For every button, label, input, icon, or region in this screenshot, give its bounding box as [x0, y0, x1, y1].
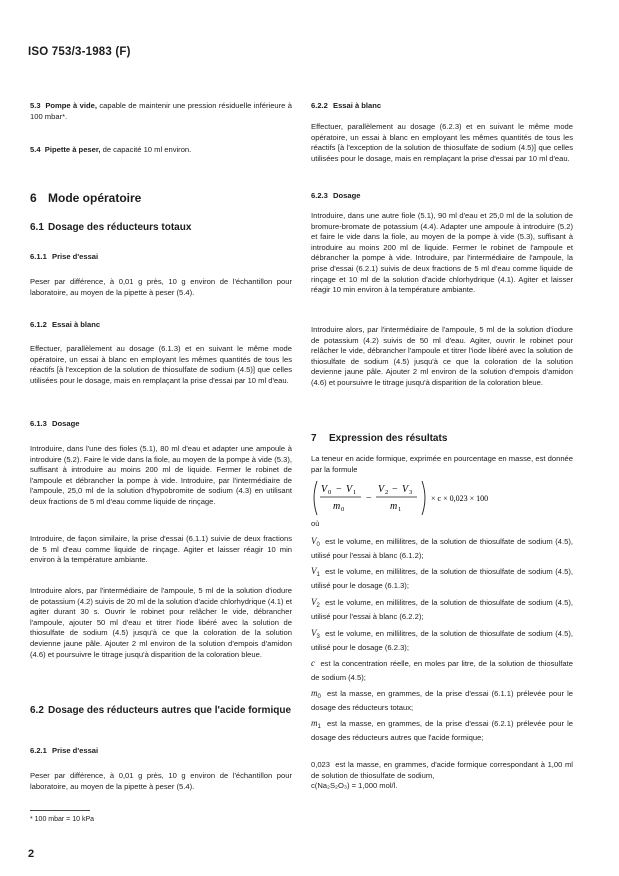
heading-title: Dosage des réducteurs autres que l'acide formique [48, 705, 292, 716]
definition-text: est le volume, en millilitres, de la solution de thiosulfate de sodium (4.5), utilisé pour le dosage (6.2.3); [311, 629, 573, 652]
heading-title: Essai à blanc [52, 320, 101, 329]
heading-6 [30, 191, 292, 206]
heading-title: Dosage des réducteurs totaux [48, 222, 192, 233]
definition-subscript: 2 [316, 603, 320, 609]
section-title: Pipette à peser, [44, 145, 101, 154]
section-text: de capacité 10 ml environ. [100, 145, 192, 154]
formula-v2: V [378, 484, 385, 495]
formula-v1-sub: 1 [353, 489, 357, 496]
heading-6-2-3 [311, 191, 573, 202]
definition-subscript: 1 [316, 572, 320, 578]
definition-constant [311, 760, 573, 792]
heading-number: 7 [311, 433, 317, 444]
heading-6-1-3 [30, 419, 292, 430]
document-header: ISO 753/3-1983 (F) [28, 46, 131, 58]
formula-v0-sub: 0 [328, 489, 332, 496]
formula-m0: m [333, 501, 341, 512]
definition-symbol: V [311, 566, 317, 576]
paragraph-6-1-3-a: Introduire, dans l'une des fioles (5.1), 80 ml d'eau et adapter une ampoule à introduire (5.2). Faire le vide dans la fiole, au moyen de la pompe à vide (5.3), suffisant à introduire au moins 200 ml de liquide. Fermer le robinet de l'ampoule et débrancher la pompe à vide. Introduire, par l'intermédiaire de l'ampoule, 25,0 ml de la solution d'hypobromite de sodium (4.3) en utilisant deux fractions de 5 ml d'eau comme liquide de rinçage. [30, 444, 292, 506]
heading-6-2-2 [311, 101, 573, 112]
definition-symbol: m [311, 718, 318, 728]
heading-title: Expression des résultats [329, 433, 448, 444]
where-label: où [311, 519, 320, 528]
heading-6-1-2 [30, 320, 292, 331]
heading-number: 6.1.2 [30, 320, 47, 329]
formula-m0-sub: 0 [341, 506, 345, 513]
formula-minus-1: − [336, 484, 342, 495]
heading-6-2 [30, 704, 292, 717]
heading-title: Dosage [333, 191, 361, 200]
definition-v1 [311, 566, 573, 591]
constant-concentration: c(Na₂S₂O₃) = 1,000 mol/l. [311, 781, 398, 791]
definition-text: est le volume, en millilitres, de la solution de thiosulfate de sodium (4.5), utilisé pour le dosage (6.1.3); [311, 567, 573, 590]
formula-paren-left [314, 481, 317, 515]
formula-v3-sub: 3 [409, 489, 413, 496]
heading-6-1 [30, 221, 292, 234]
definition-subscript: 3 [316, 634, 320, 640]
footnote: * 100 mbar = 10 kPa [30, 816, 95, 823]
section-5-3 [30, 101, 292, 122]
definition-c [311, 658, 573, 683]
definition-v0 [311, 536, 573, 561]
definition-symbol: c [311, 658, 315, 668]
formula-svg [311, 478, 573, 524]
formula-v2-sub: 2 [385, 489, 389, 496]
definition-symbol: V [311, 597, 317, 607]
formula-tail: × c × 0,023 × 100 [431, 494, 489, 503]
heading-6-2-1 [30, 746, 292, 757]
heading-number: 6.2.1 [30, 746, 47, 755]
formula-minus-3: − [392, 484, 398, 495]
heading-title: Essai à blanc [333, 101, 382, 110]
paragraph-6-1-3-b: Introduire, de façon similaire, la prise d'essai (6.1.1) suivie de deux fractions de 5 ml d'eau comme liquide de rinçage. Agiter et laisser réagir 10 min environ à la température ambiante. [30, 534, 292, 565]
definition-text: est le volume, en millilitres, de la solution de thiosulfate de sodium (4.5), utilisé pour l'essai à blanc (6.2.2); [311, 598, 573, 621]
paragraph-6-2-3-b: Introduire alors, par l'intermédiaire de l'ampoule, 5 ml de la solution d'iodure de potassium (4.2) suivis de 50 ml d'eau. Agiter, ouvrir le robinet pour relâcher le vide, débrancher l'ampoule et titrer l'iode libéré avec la solution de thiosulfate de sodium (4.5) jusqu'à ce que la coloration de la solution devienne jaune pâle. Ajouter 2 ml environ de la solution d'empois d'amidon (4.6) et poursuivre le titrage jusqu'à disparition de la coloration bleue. [311, 325, 573, 387]
definition-text: est le volume, en millilitres, de la solution de thiosulfate de sodium (4.5), utilisé pour l'essai à blanc (6.1.2); [311, 537, 573, 560]
heading-title: Dosage [52, 419, 80, 428]
heading-number: 6.1.1 [30, 252, 47, 261]
definition-subscript: 0 [317, 694, 321, 700]
footnote-rule [30, 810, 90, 811]
definition-text: est la masse, en grammes, de la prise d'essai (6.2.1) prélevée pour le dosage des réducteurs autres que l'acide formique; [311, 719, 573, 742]
heading-7 [311, 432, 573, 445]
definition-v3 [311, 628, 573, 653]
definition-m0 [311, 688, 573, 713]
definition-subscript: 1 [317, 724, 321, 730]
paragraph-7-intro: La teneur en acide formique, exprimée en pourcentage en masse, est donnée par la formule [311, 454, 573, 474]
paragraph-6-2-2: Effectuer, parallèlement au dosage (6.2.3) et en suivant le même mode opératoire, un essai à blanc en employant les mêmes quantités de tous les réactifs [à l'exception de la solution de thiosulfate de sodium (4.5)] que celles utilisées pour le dosage, mais en remplaçant la prise d'essai par 10 ml d'eau. [311, 122, 573, 163]
section-number: 5.3 [30, 101, 41, 110]
heading-number: 6 [30, 191, 37, 205]
definition-symbol: V [311, 628, 317, 638]
formula [311, 478, 573, 524]
heading-number: 6.1 [30, 222, 44, 233]
paragraph-6-1-1: Peser par différence, à 0,01 g près, 10 g environ de l'échantillon pour laboratoire, au moyen de la pipette à peser (5.4). [30, 277, 292, 297]
definition-symbol: m [311, 688, 318, 698]
page-number: 2 [28, 848, 35, 860]
section-number: 5.4 [30, 145, 41, 154]
formula-m1: m [390, 501, 398, 512]
definition-text: est la concentration réelle, en moles par litre, de la solution de thiosulfate de sodium (4.5); [311, 659, 573, 682]
section-text: capable de maintenir une pression résiduelle inférieure à 100 mbar*. [30, 101, 292, 121]
formula-v3: V [402, 484, 409, 495]
formula-m1-sub: 1 [398, 506, 402, 513]
formula-minus-2: − [366, 493, 372, 504]
heading-number: 6.1.3 [30, 419, 47, 428]
heading-number: 6.2.3 [311, 191, 328, 200]
definition-subscript: 0 [316, 542, 320, 548]
constant-text: est la masse, en grammes, d'acide formique correspondant à 1,00 ml de solution de thiosulfate de sodium, [311, 760, 573, 780]
formula-paren-right [422, 481, 425, 515]
paragraph-6-1-2: Effectuer, parallèlement au dosage (6.1.3) et en suivant le même mode opératoire, un essai à blanc en employant les mêmes quantités de tous les réactifs [à l'exception de la solution de thiosulfate de sodium (4.5)] que celles utilisées pour le dosage, mais en remplaçant la prise d'essai par 10 ml d'eau. [30, 344, 292, 385]
section-5-4 [30, 145, 292, 156]
paragraph-6-2-3-a: Introduire, dans une autre fiole (5.1), 90 ml d'eau et 25,0 ml de la solution de bromure-bromate de potassium (4.4). Adapter une ampoule à introduire (5.2) et faire le vide dans la fiole, au moyen de la pompe à vide (5.3), suffisant à introduire au moins 200 ml de liquide. Fermer le robinet de l'ampoule et débrancher la pompe à vide. Introduire, par l'intermédiaire de l'ampoule, la prise d'essai (6.2.1) suivis de deux fractions de 5 ml d'eau comme liquide de rinçage et 10 ml de la solution d'acide chlorhydrique (4.1). Agiter et laisser réagir 10 min environ à la température ambiante. [311, 211, 573, 295]
heading-title: Prise d'essai [52, 746, 99, 755]
heading-title: Mode opératoire [48, 191, 142, 205]
paragraph-6-1-3-c: Introduire alors, par l'intermédiaire de l'ampoule, 5 ml de la solution d'iodure de potassium (4.2) suivis de 20 ml de la solution d'acide chlorhydrique (4.1) et agiter durant 30 s. Ouvrir le robinet pour relâcher le vide, débrancher l'ampoule, ajouter 50 ml d'eau et titrer l'iode libéré avec la solution de thiosulfate de sodium (4.5) jusqu'à ce que la coloration de la solution devienne jaune pâle. Ajouter 2 ml environ de la solution d'empois d'amidon (4.6) et poursuivre le titrage jusqu'à disparition de la coloration bleue. [30, 586, 292, 659]
heading-number: 6.2 [30, 705, 44, 716]
formula-v1: V [346, 484, 353, 495]
paragraph-6-2-1: Peser par différence, à 0,01 g près, 10 g environ de l'échantillon pour laboratoire, au moyen de la pipette à peser (5.4). [30, 771, 292, 791]
section-title: Pompe à vide, [45, 101, 97, 110]
formula-v0: V [321, 484, 328, 495]
heading-number: 6.2.2 [311, 101, 328, 110]
definition-text: est la masse, en grammes, de la prise d'essai (6.1.1) prélevée pour le dosage des réducteurs totaux; [311, 689, 573, 712]
definition-v2 [311, 597, 573, 622]
heading-6-1-1 [30, 252, 292, 263]
definition-symbol: V [311, 536, 317, 546]
heading-title: Prise d'essai [52, 252, 99, 261]
constant-label: 0,023 [311, 760, 331, 769]
definition-m1 [311, 718, 573, 743]
